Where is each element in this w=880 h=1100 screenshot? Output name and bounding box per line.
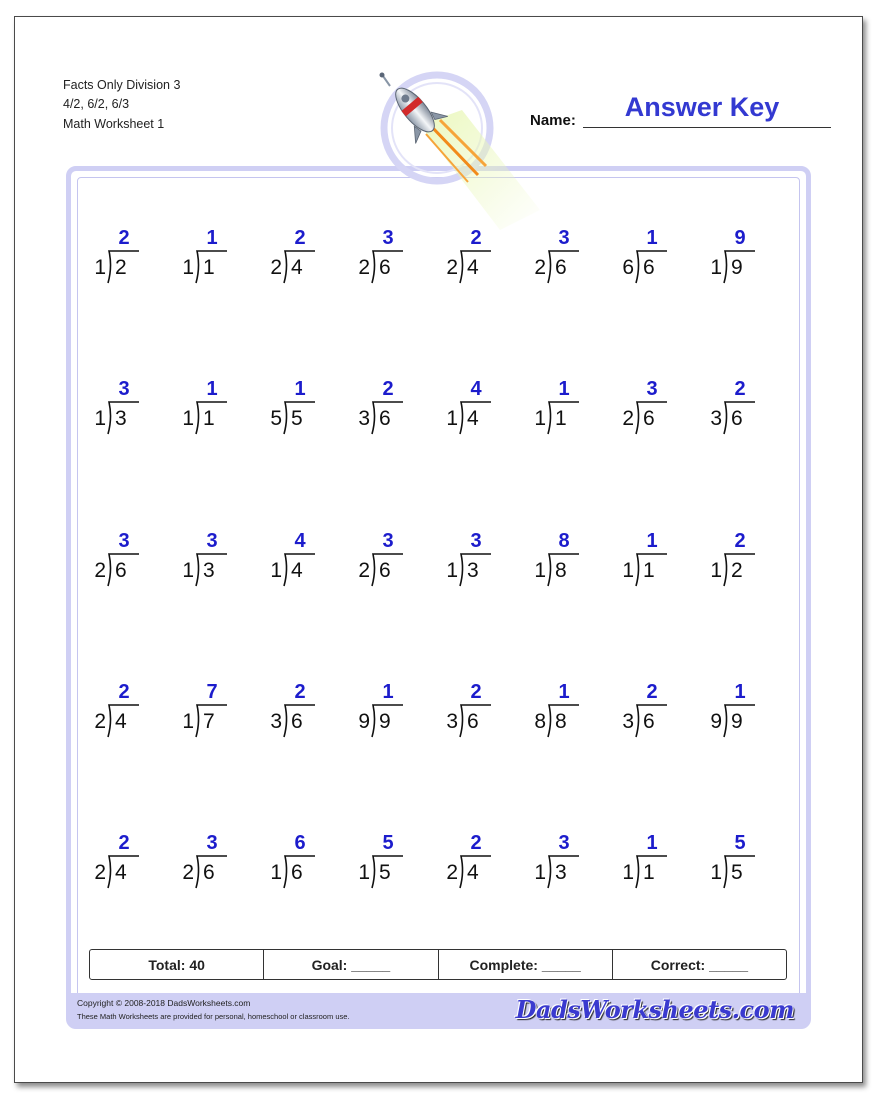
division-problem <box>263 378 333 448</box>
divisor: 1 <box>94 407 106 430</box>
quotient-answer: 1 <box>646 832 658 854</box>
quotient-answer: 1 <box>206 227 218 249</box>
dividend: 6 <box>555 256 567 279</box>
quotient-answer: 2 <box>118 832 130 854</box>
divisor: 3 <box>710 407 722 430</box>
quotient-answer: 1 <box>646 227 658 249</box>
division-problem <box>175 681 245 751</box>
quotient-answer: 2 <box>382 378 394 400</box>
dividend: 6 <box>115 559 127 582</box>
division-problem <box>175 832 245 902</box>
division-problem <box>175 227 245 297</box>
divisor: 1 <box>182 407 194 430</box>
dividend: 9 <box>731 256 743 279</box>
divisor: 1 <box>710 256 722 279</box>
quotient-answer: 1 <box>558 681 570 703</box>
division-problem <box>615 227 685 297</box>
division-problem <box>351 681 421 751</box>
dividend: 6 <box>643 407 655 430</box>
divisor: 1 <box>710 861 722 884</box>
divisor: 1 <box>446 559 458 582</box>
quotient-answer: 2 <box>294 227 306 249</box>
quotient-answer: 2 <box>470 681 482 703</box>
quotient-answer: 3 <box>206 832 218 854</box>
dividend: 6 <box>291 710 303 733</box>
divisor: 2 <box>358 559 370 582</box>
dividend: 1 <box>643 559 655 582</box>
quotient-answer: 3 <box>470 530 482 552</box>
dividend: 4 <box>115 710 127 733</box>
division-problem <box>527 681 597 751</box>
divisor: 1 <box>622 559 634 582</box>
copyright-text: Copyright © 2008-2018 DadsWorksheets.com <box>77 998 251 1008</box>
dividend: 4 <box>467 407 479 430</box>
divisor: 2 <box>94 559 106 582</box>
quotient-answer: 3 <box>206 530 218 552</box>
quotient-answer: 3 <box>118 530 130 552</box>
division-problem <box>615 378 685 448</box>
divisor: 2 <box>622 407 634 430</box>
dividend: 8 <box>555 710 567 733</box>
dividend: 6 <box>203 861 215 884</box>
quotient-answer: 2 <box>294 681 306 703</box>
divisor: 2 <box>358 256 370 279</box>
name-label: Name: <box>530 112 576 129</box>
dividend: 6 <box>467 710 479 733</box>
worksheet-facts: 4/2, 6/2, 6/3 <box>63 97 130 111</box>
worksheet-title: Facts Only Division 3 <box>63 78 181 92</box>
quotient-answer: 2 <box>646 681 658 703</box>
division-problem <box>263 681 333 751</box>
divisor: 1 <box>182 710 194 733</box>
dividend: 3 <box>555 861 567 884</box>
dividend: 6 <box>379 407 391 430</box>
divisor: 2 <box>534 256 546 279</box>
quotient-answer: 3 <box>382 530 394 552</box>
division-problem <box>615 832 685 902</box>
division-problem <box>87 681 157 751</box>
divisor: 2 <box>446 861 458 884</box>
divisor: 1 <box>534 861 546 884</box>
division-problem <box>703 378 773 448</box>
divisor: 2 <box>94 861 106 884</box>
division-problem <box>439 832 509 902</box>
dividend: 4 <box>467 256 479 279</box>
dividend: 5 <box>291 407 303 430</box>
divisor: 9 <box>710 710 722 733</box>
division-problem <box>263 227 333 297</box>
dividend: 9 <box>731 710 743 733</box>
quotient-answer: 2 <box>118 227 130 249</box>
goal-cell: Goal: _____ <box>264 950 438 979</box>
division-problem <box>615 681 685 751</box>
division-problem <box>703 530 773 600</box>
dividend: 4 <box>115 861 127 884</box>
dividend: 4 <box>467 861 479 884</box>
divisor: 2 <box>94 710 106 733</box>
dividend: 3 <box>467 559 479 582</box>
quotient-answer: 3 <box>558 832 570 854</box>
quotient-answer: 2 <box>734 378 746 400</box>
dividend: 9 <box>379 710 391 733</box>
quotient-answer: 2 <box>118 681 130 703</box>
quotient-answer: 3 <box>118 378 130 400</box>
division-problem <box>87 378 157 448</box>
division-problem <box>351 378 421 448</box>
quotient-answer: 4 <box>294 530 306 552</box>
division-problem <box>527 227 597 297</box>
divisor: 1 <box>710 559 722 582</box>
division-problem <box>87 832 157 902</box>
quotient-answer: 3 <box>382 227 394 249</box>
total-cell: Total: 40 <box>90 950 264 979</box>
worksheet-subtitle: Math Worksheet 1 <box>63 117 165 131</box>
quotient-answer: 1 <box>294 378 306 400</box>
dividend: 4 <box>291 256 303 279</box>
division-problem <box>87 530 157 600</box>
quotient-answer: 6 <box>294 832 306 854</box>
divisor: 2 <box>446 256 458 279</box>
division-problem <box>351 530 421 600</box>
quotient-answer: 1 <box>734 681 746 703</box>
dividend: 5 <box>379 861 391 884</box>
divisor: 1 <box>358 861 370 884</box>
dividend: 5 <box>731 861 743 884</box>
divisor: 5 <box>270 407 282 430</box>
score-bar <box>89 949 787 980</box>
divisor: 1 <box>270 559 282 582</box>
quotient-answer: 3 <box>558 227 570 249</box>
divisor: 1 <box>622 861 634 884</box>
division-problem <box>175 530 245 600</box>
dividend: 1 <box>203 256 215 279</box>
complete-cell: Complete: _____ <box>439 950 613 979</box>
divisor: 1 <box>534 559 546 582</box>
quotient-answer: 2 <box>470 832 482 854</box>
division-problem <box>263 832 333 902</box>
division-problem <box>439 681 509 751</box>
quotient-answer: 7 <box>206 681 218 703</box>
quotient-answer: 5 <box>734 832 746 854</box>
division-problem <box>703 832 773 902</box>
brand-logo: DadsWorksheets.com <box>515 995 794 1024</box>
quotient-answer: 1 <box>558 378 570 400</box>
dividend: 2 <box>731 559 743 582</box>
division-problem <box>527 378 597 448</box>
divisor: 1 <box>446 407 458 430</box>
dividend: 6 <box>643 256 655 279</box>
dividend: 1 <box>203 407 215 430</box>
quotient-answer: 2 <box>734 530 746 552</box>
quotient-answer: 3 <box>646 378 658 400</box>
correct-cell: Correct: _____ <box>650 956 749 973</box>
quotient-answer: 2 <box>470 227 482 249</box>
quotient-answer: 1 <box>206 378 218 400</box>
dividend: 2 <box>115 256 127 279</box>
quotient-answer: 9 <box>734 227 746 249</box>
division-problem <box>439 227 509 297</box>
division-problem <box>615 530 685 600</box>
dividend: 8 <box>555 559 567 582</box>
rocket-logo-icon <box>370 70 540 230</box>
division-problem <box>439 530 509 600</box>
footer-band <box>71 993 806 1026</box>
divisor: 1 <box>94 256 106 279</box>
division-problem <box>527 832 597 902</box>
divisor: 9 <box>358 710 370 733</box>
quotient-answer: 1 <box>382 681 394 703</box>
divisor: 1 <box>270 861 282 884</box>
division-problem <box>87 227 157 297</box>
name-line <box>583 126 831 128</box>
usage-notice: These Math Worksheets are provided for personal, homeschool or classroom use. <box>77 1012 350 1021</box>
divisor: 1 <box>534 407 546 430</box>
dividend: 4 <box>291 559 303 582</box>
dividend: 6 <box>643 710 655 733</box>
division-problem <box>351 227 421 297</box>
division-problem <box>703 681 773 751</box>
division-problem <box>263 530 333 600</box>
divisor: 2 <box>270 256 282 279</box>
divisor: 1 <box>182 559 194 582</box>
quotient-answer: 8 <box>558 530 570 552</box>
quotient-answer: 4 <box>470 378 482 400</box>
division-problem <box>703 227 773 297</box>
divisor: 3 <box>622 710 634 733</box>
dividend: 3 <box>203 559 215 582</box>
dividend: 1 <box>643 861 655 884</box>
dividend: 3 <box>115 407 127 430</box>
answer-key-title: Answer Key <box>624 92 780 122</box>
quotient-answer: 5 <box>382 832 394 854</box>
dividend: 7 <box>203 710 215 733</box>
divisor: 3 <box>358 407 370 430</box>
divisor: 3 <box>270 710 282 733</box>
division-problem <box>527 530 597 600</box>
division-problem <box>351 832 421 902</box>
division-problem <box>175 378 245 448</box>
divisor: 3 <box>446 710 458 733</box>
dividend: 6 <box>379 559 391 582</box>
divisor: 1 <box>182 256 194 279</box>
divisor: 6 <box>622 256 634 279</box>
dividend: 1 <box>555 407 567 430</box>
division-problem <box>439 378 509 448</box>
quotient-answer: 1 <box>646 530 658 552</box>
divisor: 2 <box>182 861 194 884</box>
dividend: 6 <box>379 256 391 279</box>
dividend: 6 <box>731 407 743 430</box>
dividend: 6 <box>291 861 303 884</box>
divisor: 8 <box>534 710 546 733</box>
